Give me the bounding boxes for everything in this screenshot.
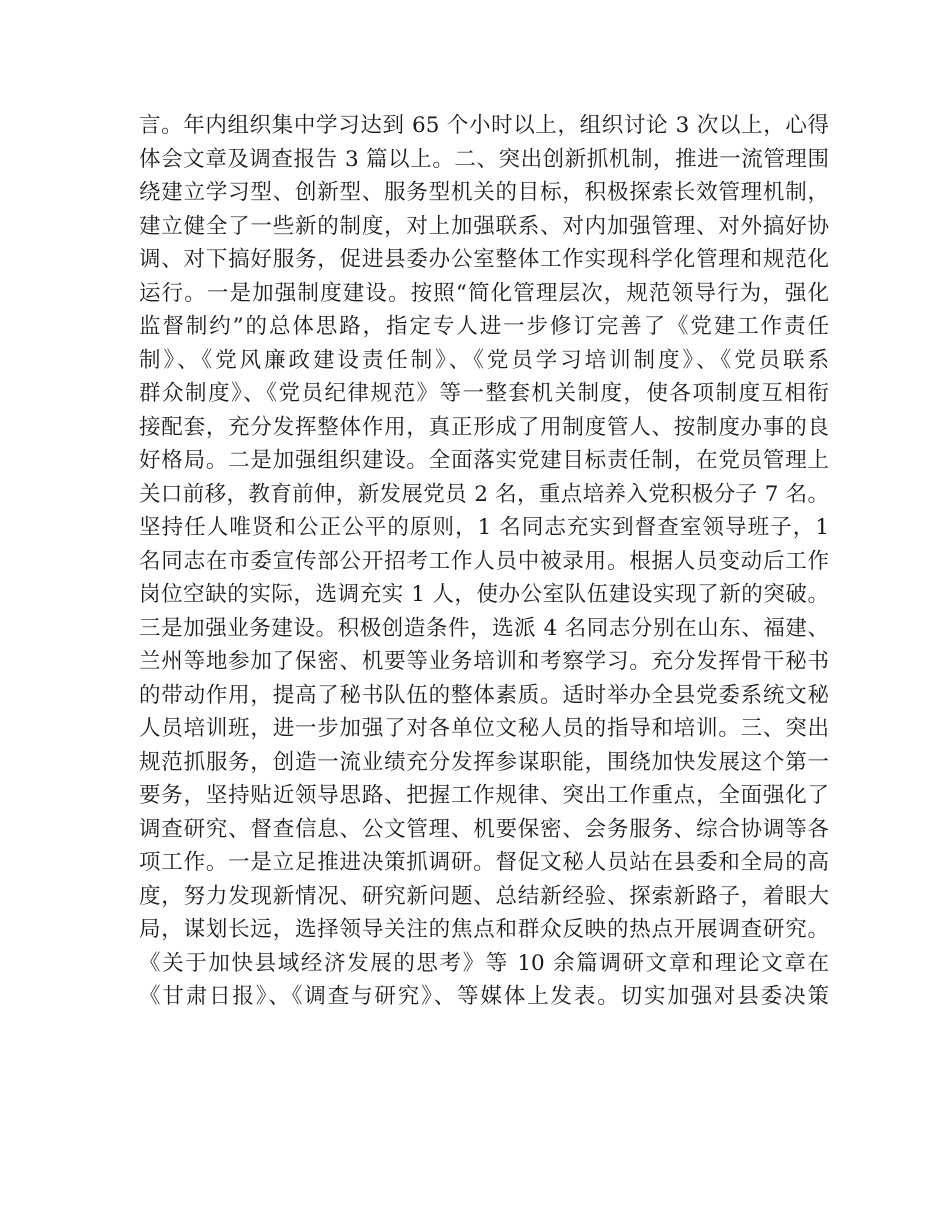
text-line: 人员培训班，进一步加强了对各单位文秘人员的指导和培训。三、突出 [139,716,829,741]
text-line: 《甘肃日报》、《调查与研究》、等媒体上发表。切实加强对县委决策 [139,984,829,1009]
text-line: 项工作。一是立足推进决策抓调研。督促文秘人员站在县委和全局的高 [139,850,829,875]
text-line: 度，努力发现新情况、研究新问题、总结新经验、探索新路子，着眼大 [139,883,829,909]
text-line: 兰州等地参加了保密、机要等业务培训和考察学习。充分发挥骨干秘书 [139,649,829,674]
text-line: 局，谋划长远，选择领导关注的焦点和群众反映的热点开展调查研究。 [139,917,829,942]
text-line: 运行。一是加强制度建设。按照“简化管理层次，规范领导行为，强化 [139,280,829,306]
text-line: 建立健全了一些新的制度，对上加强联系、对内加强管理、对外搞好协 [139,213,829,239]
text-line: 调查研究、督查信息、公文管理、机要保密、会务服务、综合协调等各 [139,816,829,842]
text-line: 岗位空缺的实际，选调充实 1 人，使办公室队伍建设实现了新的突破。 [139,582,829,607]
text-line: 要务，坚持贴近领导思路、把握工作规律、突出工作重点，全面强化了 [139,783,829,808]
text-line: 群众制度》、《党员纪律规范》等一整套机关制度，使各项制度互相衔 [139,381,829,406]
text-line: 好格局。二是加强组织建设。全面落实党建目标责任制，在党员管理上 [139,448,829,473]
text-line: 绕建立学习型、创新型、服务型机关的目标，积极探索长效管理机制， [139,180,829,205]
text-line: 监督制约”的总体思路，指定专人进一步修订完善了《党建工作责任 [139,314,829,339]
document-body-text [139,109,829,1014]
text-line: 言。年内组织集中学习达到 65 个小时以上，组织讨论 3 次以上，心得 [139,113,829,138]
text-line: 体会文章及调查报告 3 篇以上。二、突出创新抓机制，推进一流管理围 [139,146,829,172]
text-line: 《关于加快县域经济发展的思考》等 10 余篇调研文章和理论文章在 [139,950,829,976]
text-line: 关口前移，教育前伸，新发展党员 2 名，重点培养入党积极分子 7 名。 [139,481,829,507]
text-line: 名同志在市委宣传部公开招考工作人员中被录用。根据人员变动后工作 [139,548,829,574]
text-line: 制》、《党风廉政建设责任制》、《党员学习培训制度》、《党员联系 [139,347,829,373]
text-line: 调、对下搞好服务，促进县委办公室整体工作实现科学化管理和规范化 [139,247,829,272]
text-line: 的带动作用，提高了秘书队伍的整体素质。适时举办全县党委系统文秘 [139,682,829,708]
text-line: 三是加强业务建设。积极创造条件，选派 4 名同志分别在山东、福建、 [139,615,829,641]
text-line: 规范抓服务，创造一流业绩充分发挥参谋职能，围绕加快发展这个第一 [139,749,829,775]
text-line: 坚持任人唯贤和公正公平的原则，1 名同志充实到督查室领导班子，1 [139,515,829,540]
text-line: 接配套，充分发挥整体作用，真正形成了用制度管人、按制度办事的良 [139,414,829,440]
